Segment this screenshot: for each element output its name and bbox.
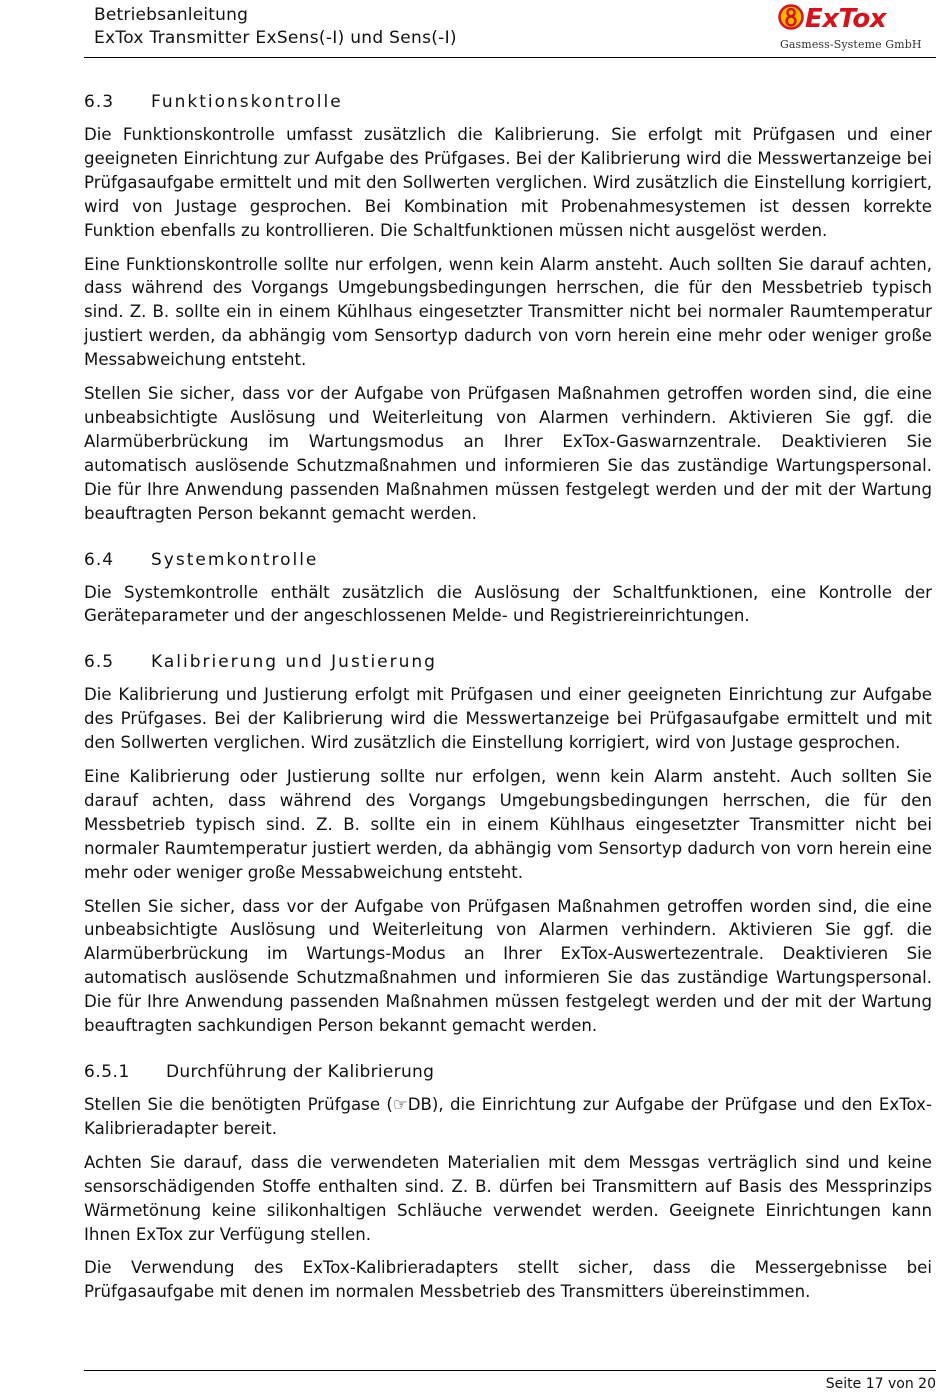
paragraph: Stellen Sie die benötigten Prüfgase (☞DB), die Einrichtung zur Aufgabe der Prüfgase und den ExTox-Kalibrieradapter bereit. [84, 1095, 932, 1138]
page-footer [84, 1370, 936, 1392]
paragraph: Eine Kalibrierung oder Justierung sollte nur erfolgen, wenn kein Alarm ansteht. Auch sollten Sie darauf achten, dass während des Vorgangs Umgebungsbedingungen herrschen, die für den Messbetrieb typisch sind. Z. B. sollte ein in einem Kühlhaus eingesetzter Transmitter nicht bei normaler Raumtemperatur justiert werden, da abhängig vom Sensortyp dadurch von vorn herein eine mehr oder weniger große Messabweichung entsteht. [84, 767, 932, 882]
paragraph: Stellen Sie sicher, dass vor der Aufgabe von Prüfgasen Maßnahmen getroffen worden sind, die eine unbeabsichtigte Auslösung und Weiterleitung von Alarmen verhindern. Aktivieren Sie ggf. die Alarmüberbrückung im Wartungs-Modus an Ihrer ExTox-Auswertezentrale. Deaktivieren Sie automatisch auslösende Schutzmaßnahmen und informieren Sie das zuständige Wartungspersonal. Die für Ihre Anwendung passenden Maßnahmen müssen festgelegt werden und der mit der Wartung beauftragten sachkundigen Person bekannt gemacht werden. [84, 896, 932, 1036]
page-number: Seite 17 von 20 [825, 1376, 936, 1392]
section-number: 6.5.1 [84, 1062, 130, 1082]
logo-word-text: ExTox [805, 4, 887, 34]
logo-subtitle: Gasmess-Systeme GmbH [780, 38, 922, 51]
logo-wordmark [778, 3, 886, 34]
paragraph: Die Verwendung des ExTox-Kalibrieradapters stellt sicher, dass die Messergebnisse bei Prüfgasaufgabe mit denen im normalen Messbetrieb des Transmitters übereinstimmen. [84, 1258, 932, 1302]
paragraph: Die Kalibrierung und Justierung erfolgt mit Prüfgasen und einer geeigneten Einrichtung zur Aufgabe des Prüfgases. Bei der Kalibrierung wird die Messwertanzeige bei Prüfgasaufgabe ermittelt und mit den Sollwerten verglichen. Wird zusätzlich die Einstellung korrigiert, wird von Justage gesprochen. [84, 685, 932, 753]
section-heading-6-4 [84, 550, 932, 570]
section-heading-6-5-1 [84, 1062, 932, 1082]
header-doc-title: ExTox Transmitter ExSens(-I) und Sens(-I) [94, 28, 457, 48]
header-doc-type: Betriebsanleitung [94, 5, 249, 25]
section-number: 6.5 [84, 652, 115, 673]
paragraph: Die Funktionskontrolle umfasst zusätzlich die Kalibrierung. Sie erfolgt mit Prüfgasen und einer geeigneten Einrichtung zur Aufgabe des Prüfgases. Bei der Kalibrierung wird die Messwertanzeige bei Prüfgasaufgabe ermittelt und mit den Sollwerten verglichen. Wird zusätzlich die Einstellung korrigiert, wird von Justage gesprochen. Bei Kombination mit Probenahmesystemen ist dessen korrekte Funktion ebenfalls zu kontrollieren. Die Schaltfunktionen müssen nicht ausgelöst werden. [84, 125, 932, 240]
footer-divider [84, 1370, 936, 1371]
page-content [84, 92, 932, 1314]
section-number: 6.3 [84, 92, 115, 112]
paragraph: Achten Sie darauf, dass die verwendeten Materialien mit dem Messgas verträglich sind und keine sensorschädigenden Stoffe enthalten sind. Z. B. dürfen bei Transmittern auf Basis des Messprinzips Wärmetönung keine silikonhaltigen Schläuche verwendet werden. Geeignete Einrichtungen kann Ihnen ExTox zur Verfügung stellen. [84, 1152, 932, 1244]
page-header [0, 0, 950, 62]
paragraph: Stellen Sie sicher, dass vor der Aufgabe von Prüfgasen Maßnahmen getroffen worden sind, die eine unbeabsichtigte Auslösung und Weiterleitung von Alarmen verhindern. Aktivieren Sie ggf. die Alarmüberbrückung im Wartungsmodus an Ihrer ExTox-Gaswarnzentrale. Deaktivieren Sie automatisch auslösende Schutzmaßnahmen und informieren Sie das zuständige Wartungspersonal. Die für Ihre Anwendung passenden Maßnahmen müssen festgelegt werden und der mit der Wartung beauftragten Person bekannt gemacht werden. [84, 384, 932, 523]
extox-logo [778, 3, 922, 55]
header-divider [84, 57, 936, 58]
section-number: 6.4 [84, 549, 115, 570]
section-title: Durchführung der Kalibrierung [166, 1062, 435, 1082]
section-heading-6-5 [84, 652, 932, 672]
paragraph: Eine Funktionskontrolle sollte nur erfolgen, wenn kein Alarm ansteht. Auch sollten Sie darauf achten, dass während des Vorgangs Umgebungsbedingungen herrschen, die für den Messbetrieb typisch sind. Z. B. sollte ein in einem Kühlhaus eingesetzter Transmitter nicht bei normaler Raumtemperatur justiert werden, da abhängig vom Sensortyp dadurch von vorn herein eine mehr oder weniger große Messabweichung entsteht. [84, 254, 932, 370]
logo-ring-icon [778, 3, 804, 31]
section-title: Systemkontrolle [151, 549, 319, 570]
section-title: Funktionskontrolle [151, 92, 343, 112]
paragraph: Die Systemkontrolle enthält zusätzlich die Auslösung der Schaltfunktionen, eine Kontrolle der Geräteparameter und der angeschlossenen Melde- und Registriereinrichtungen. [84, 582, 932, 626]
section-title: Kalibrierung und Justierung [151, 652, 437, 673]
section-heading-6-3 [84, 92, 932, 112]
